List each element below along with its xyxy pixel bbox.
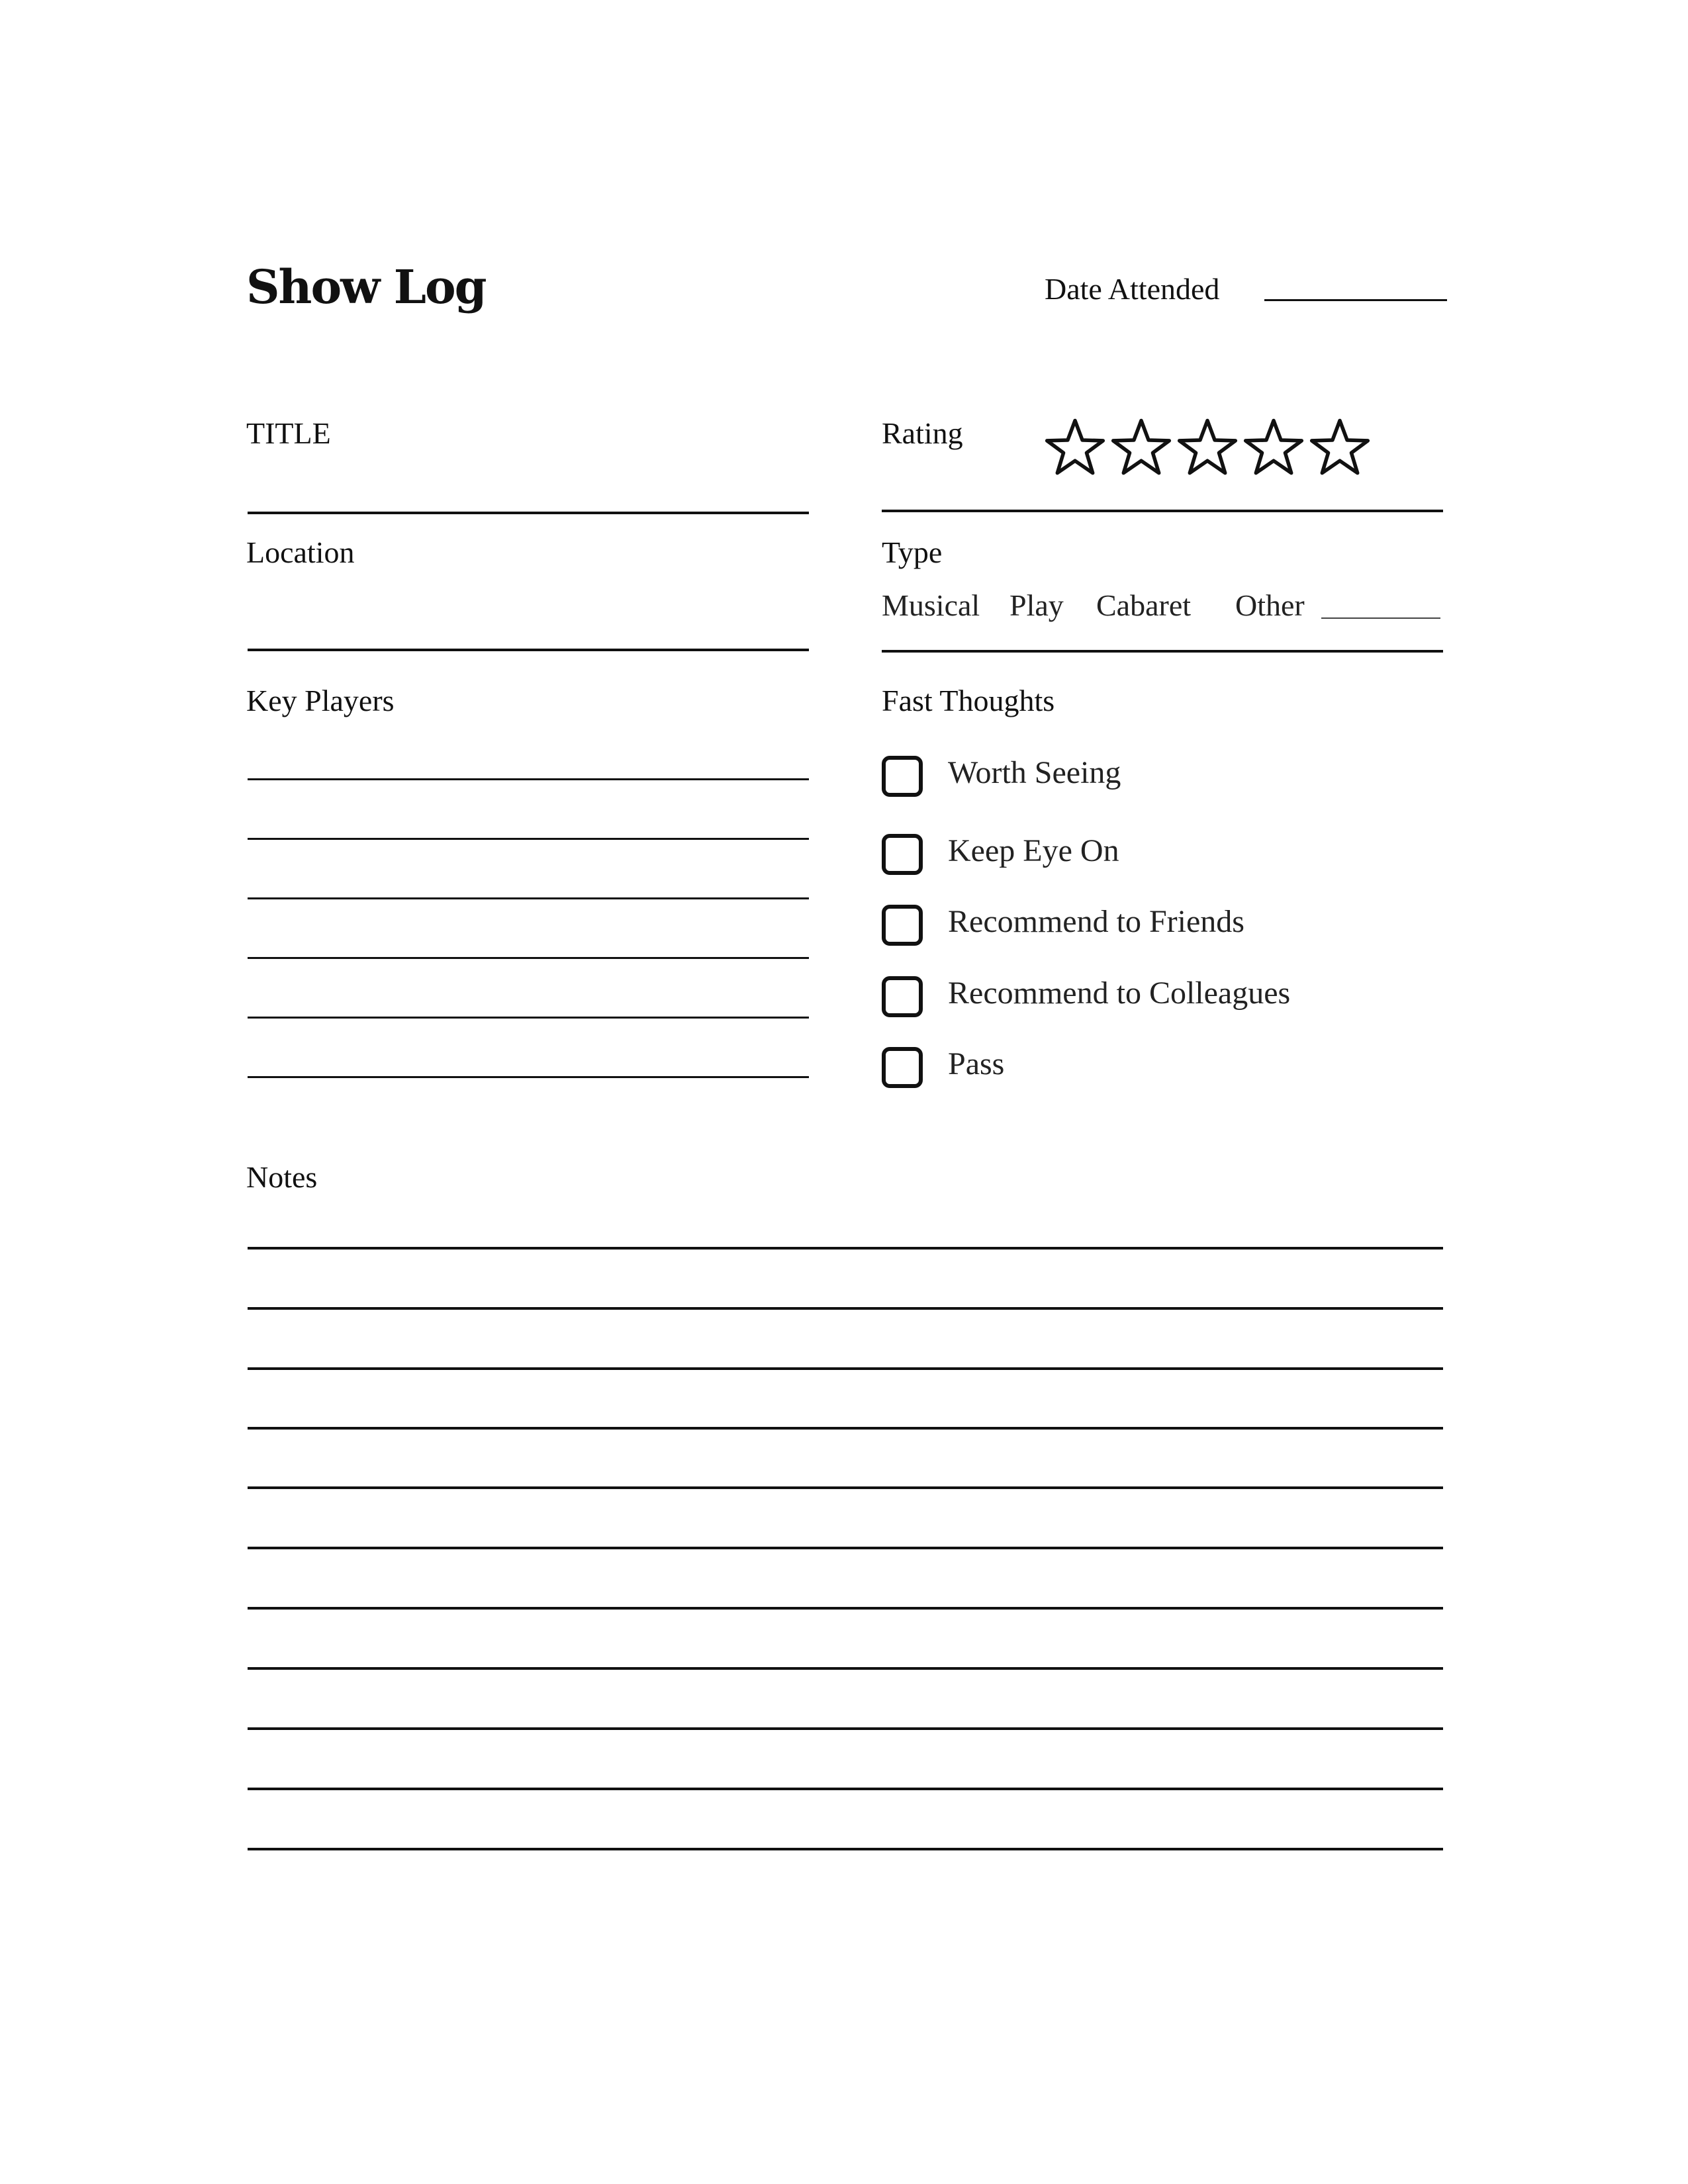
key-player-line[interactable] xyxy=(248,778,809,780)
pass-label: Pass xyxy=(948,1046,1005,1081)
notes-line[interactable] xyxy=(248,1367,1443,1370)
star-outline-icon[interactable] xyxy=(1111,417,1172,478)
notes-line[interactable] xyxy=(248,1486,1443,1489)
key-player-line[interactable] xyxy=(248,957,809,959)
key-player-line[interactable] xyxy=(248,897,809,899)
location-label: Location xyxy=(246,535,355,569)
type-label: Type xyxy=(882,535,943,569)
rating-label: Rating xyxy=(882,416,963,450)
type-option-other[interactable]: Other xyxy=(1235,588,1305,622)
notes-line[interactable] xyxy=(248,1667,1443,1670)
keep-eye-on-label: Keep Eye On xyxy=(948,833,1119,868)
star-outline-icon[interactable] xyxy=(1045,417,1105,478)
date-attended-field[interactable] xyxy=(1264,299,1447,301)
type-divider xyxy=(882,650,1443,653)
title-field[interactable] xyxy=(248,512,809,514)
type-option-musical[interactable]: Musical xyxy=(882,588,980,622)
key-player-line[interactable] xyxy=(248,838,809,840)
title-label: TITLE xyxy=(246,416,331,450)
star-outline-icon[interactable] xyxy=(1309,417,1370,478)
type-option-play[interactable]: Play xyxy=(1009,588,1064,622)
notes-line[interactable] xyxy=(248,1247,1443,1250)
recommend-friends-label: Recommend to Friends xyxy=(948,904,1244,939)
notes-line[interactable] xyxy=(248,1607,1443,1610)
star-outline-icon[interactable] xyxy=(1177,417,1238,478)
rating-divider xyxy=(882,510,1443,512)
worth-seeing-label: Worth Seeing xyxy=(948,755,1121,790)
checkbox-pass[interactable] xyxy=(882,1047,923,1088)
notes-line[interactable] xyxy=(248,1727,1443,1730)
recommend-colleagues-label: Recommend to Colleagues xyxy=(948,976,1291,1011)
type-other-field[interactable] xyxy=(1321,617,1440,619)
notes-label: Notes xyxy=(246,1160,318,1194)
checkbox-recommend-colleagues[interactable] xyxy=(882,976,923,1017)
checkbox-keep-eye-on[interactable] xyxy=(882,834,923,875)
notes-line[interactable] xyxy=(248,1547,1443,1549)
checkbox-recommend-friends[interactable] xyxy=(882,905,923,946)
type-option-cabaret[interactable]: Cabaret xyxy=(1096,588,1192,622)
rating-stars xyxy=(1045,417,1370,478)
date-attended-label: Date Attended xyxy=(1045,272,1220,306)
star-outline-icon[interactable] xyxy=(1243,417,1304,478)
notes-line[interactable] xyxy=(248,1848,1443,1850)
checkbox-worth-seeing[interactable] xyxy=(882,756,923,797)
fast-thoughts-label: Fast Thoughts xyxy=(882,684,1055,717)
notes-line[interactable] xyxy=(248,1307,1443,1310)
location-field[interactable] xyxy=(248,649,809,651)
notes-line[interactable] xyxy=(248,1427,1443,1430)
key-player-line[interactable] xyxy=(248,1076,809,1078)
page-title: Show Log xyxy=(246,259,486,314)
key-players-label: Key Players xyxy=(246,684,395,717)
key-player-line[interactable] xyxy=(248,1017,809,1019)
notes-line[interactable] xyxy=(248,1788,1443,1790)
